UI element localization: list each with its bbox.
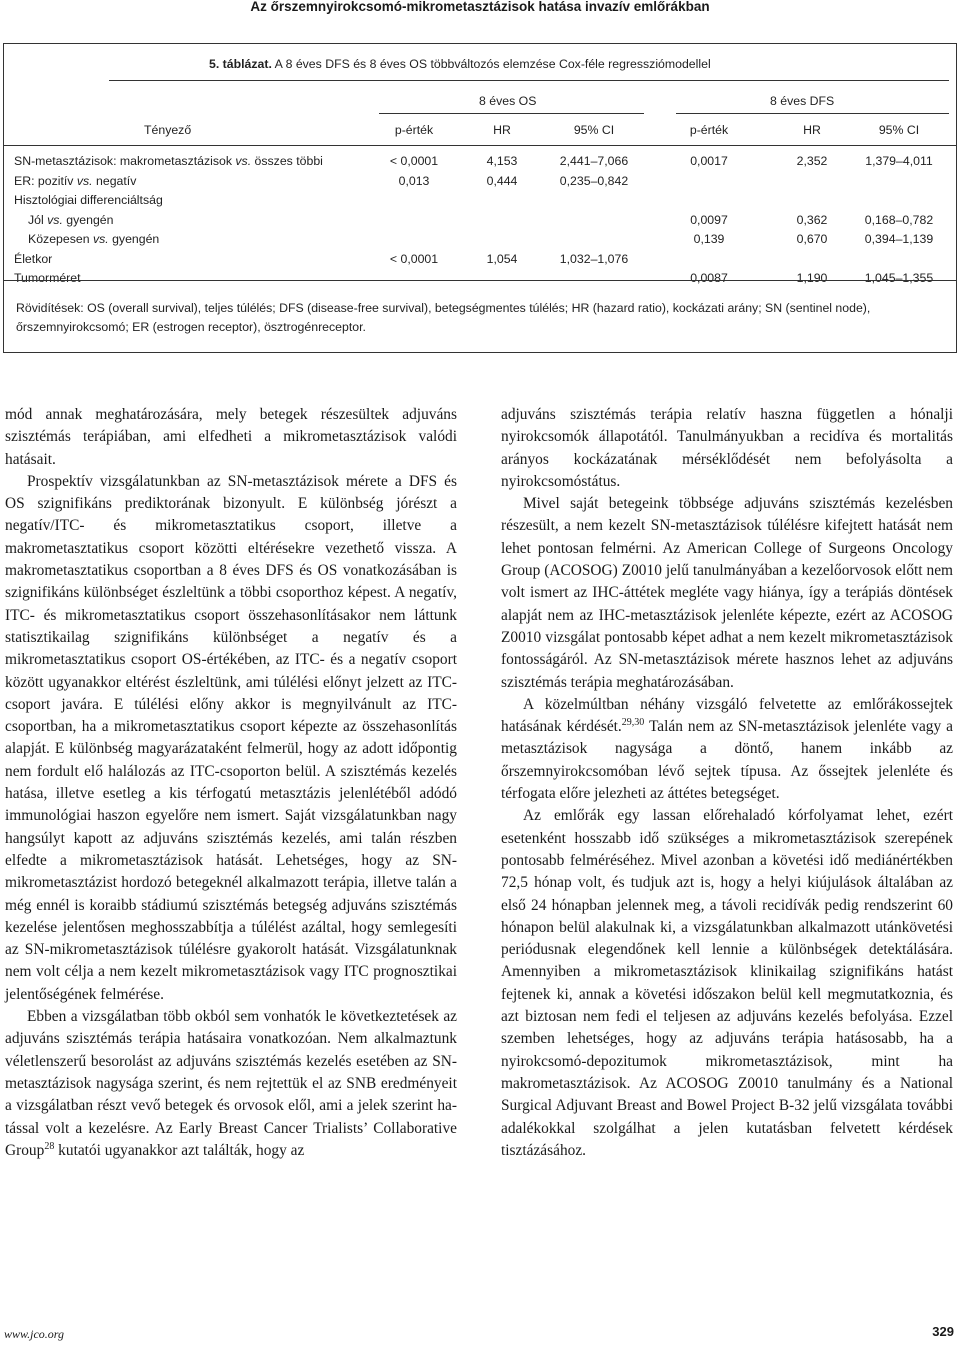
body-paragraph bbox=[501, 694, 953, 805]
table-footnote: Rövidítések: OS (overall survival), teljes túlélés; DFS (disease-free survival), betegségmentes túlélés; HR (hazard ratio), kockázati arány; SN (sentinel node), őrszemnyirokcsomó; ER (estrogen receptor), ösztrogénreceptor. bbox=[16, 301, 871, 334]
factor-text: SN-metasztázisok: makrometasztázisok bbox=[14, 154, 236, 168]
body-paragraph bbox=[5, 404, 457, 471]
table-cell-os-ci: 0,235–0,842 bbox=[559, 173, 629, 188]
dfs-group-rule bbox=[676, 113, 949, 114]
body-paragraph bbox=[5, 471, 457, 1006]
table-row-factor bbox=[14, 153, 323, 169]
table-row-factor bbox=[14, 192, 163, 208]
footer-website: www.jco.org bbox=[4, 1327, 65, 1341]
table-cell-os-hr: 0,444 bbox=[486, 173, 518, 188]
citation-superscript: 28 bbox=[44, 1140, 55, 1152]
column-header-os-ci: 95% CI bbox=[573, 123, 615, 137]
factor-text: ER: pozitív bbox=[14, 173, 77, 188]
column-header-dfs-ci: 95% CI bbox=[878, 123, 920, 137]
factor-text-suffix: gyengén bbox=[108, 232, 160, 246]
column-header-os-p: p-érték bbox=[394, 123, 434, 137]
table-caption bbox=[209, 57, 711, 71]
factor-text: Életkor bbox=[14, 251, 53, 266]
body-column-right bbox=[501, 404, 953, 1162]
factor-vs: vs. bbox=[47, 212, 63, 227]
paragraph-text: Ebben a vizsgálatban több okból sem vonhatók le következtetések az adjuváns szisztémás terápia hatásaira vonatkozóan. Nem alkalmaztunk véletlenszerű besorolást az adjuváns szisztémás kezelés esetében az SN-metasztázisok nagysága szerint, és nem rejtettük el az SNB eredményeit a vizsgálatban részt vevő betegek és orvosok elől, ami a jelek szerint hatással volt a kezelésre. Az Early Breast Cancer Trialists’ Collaborative Group bbox=[5, 1008, 457, 1159]
body-column-left bbox=[5, 404, 457, 1162]
column-header-dfs-p: p-érték bbox=[689, 123, 729, 137]
factor-vs: vs. bbox=[76, 173, 93, 188]
paragraph-text: mód annak meghatározására, mely betegek részesültek adjuváns szisztémás terápiában, ami elfedheti a mikrometasztázisok valódi hatásait. bbox=[5, 406, 457, 468]
paragraph-text: Az emlőrák egy lassan előrehaladó kórfolyamat lehet, ezért esetenként hosszabb idő szükséges a mikrometasztázisok szerepének pontosabb felméréséhez. Mivel azonban a követési idő mediánértékben 72,5 hónap volt, és tudjuk azt is, hogy a helyi kiújulások általában az első 24 hónapban jelennek meg, a távoli recidívák pedig rendszerint 60 hónapon belül alakulnak ki, a vizsgálatunkban alkalmazott utánkövetési periódusnak elegendőnek kell lennie a különbségek detektálására. Amennyiben a mikrometasztázisok klinikailag szignifikáns hatást fejtenek ki, annak a követési időszakon belül kell megmutatkoznia, és azt biztosan nem fedi el teljesen az adjuváns kezelés befolyása. Ezzel szemben lehetséges, hogy az adjuváns terápia hatásosabb, ha a nyirokcsomó-depozitumok mikrometasztázisok, mint ha makrometasztázisok. Az ACOSOG Z0010 tanulmány és a National Surgical Adjuvant Breast and Bowel Project B-32 jelű vizsgálata további adalékokkal szolgálhat a jelen kutatásban felvetett kérdések tisztázásához. bbox=[501, 807, 953, 1159]
group-header-dfs: 8 éves DFS bbox=[770, 94, 835, 108]
factor-vs: vs. bbox=[92, 232, 109, 246]
table-cell-dfs-p: 0,0097 bbox=[690, 212, 728, 227]
page-number: 329 bbox=[932, 1324, 954, 1339]
body-paragraph bbox=[501, 493, 953, 694]
table-cell-os-ci: 1,032–1,076 bbox=[559, 251, 629, 266]
table-row-factor bbox=[28, 212, 113, 228]
results-table bbox=[3, 43, 957, 353]
factor-text-suffix: összes többi bbox=[251, 154, 323, 168]
running-title: Az őrszemnyirokcsomó-mikrometasztázisok hatása invazív emlőrákban bbox=[250, 0, 710, 14]
table-cell-dfs-hr: 0,670 bbox=[796, 232, 828, 246]
caption-rule bbox=[109, 80, 949, 81]
body-paragraph bbox=[5, 1006, 457, 1162]
table-cell-dfs-ci: 0,394–1,139 bbox=[864, 232, 934, 246]
paragraph-text: Prospektív vizsgálatunkban az SN-metasztázisok mérete a DFS és OS szignifikáns prediktorának bizonyult. E különbség jórészt a negatív/ITC- és mikrometasztatikus csoport, illetve a makrometasztatikus csoport közötti eltérésekre vezethető vissza. A makrometasztatikus csoportban a 8 éves DFS és OS vonatkozásában is szignifikáns különbséget észleltünk a többi csoporthoz képest. A negatív, ITC- és mikrometasztatikus csoport összehasonlításakor nem láttunk statisztikailag szignifikáns különbséget a negatív és a mikrometasztatikus csoport OS-értékében, az ITC- és a negatív csoport között ugyanakkor eltérést észleltünk, ami túlélési előnyt jelzett az ITC-csoport javára. E túlélési előny akkor is megnyilvánult az ITC-csoportban, ha a mikrometasztatikus csoport képezte az összehasonlítás alapját. E különbség magyarázataként felmerül, hogy az adott időpontig nem fordult elő halálozás az ITC-csoporton belül. A szisztémás kezelés hatása, illetve esetleg a kis térfogatú metasztázis jelenlétéből adódó immunológiai haszon egyelőre nem ismert. Saját vizsgálatunkban nagy hangsúlyt kapott az adjuváns szisztémás kezelés, ami talán részben elfedte a mikrometasztázisok hatását. Lehetséges, hogy az SN-mikrometasztázist hordozó betegeknél alkalmazott terápia, illetve talán a még ennél is koraibb stádiumú szisztémás betegség adjuváns szisztémás kezelése jelentősen meghosszabbítja a túlélést azáltal, hogy semlegesíti az SN-mikrometasztázisok túlélésre gyakorolt hatását. Vizsgálatunknak nem volt célja a nem kezelt mikrometasztázisok vagy ITC prognosztikai jelentőségének felmérése. bbox=[5, 472, 457, 1003]
table-caption-label: 5. táblázat. bbox=[209, 57, 272, 71]
table-cell-dfs-p: 0,139 bbox=[693, 232, 725, 246]
factor-text-suffix: negatív bbox=[92, 173, 137, 188]
paragraph-text-continued: Talán nem az SN-metasztázisok jelenléte vagy a metasztázisok nagysága a döntő, hanem inkább az őrszemnyirokcsomóban lévő sejtek típusa. Az őssejtek jelenléte és térfogata előre jelezheti az áttétes betegséget. bbox=[501, 718, 953, 803]
factor-text: Jól bbox=[28, 212, 48, 227]
body-paragraph bbox=[501, 805, 953, 1162]
table-cell-dfs-hr: 2,352 bbox=[796, 154, 828, 168]
table-caption-text: A 8 éves DFS és 8 éves OS többváltozós elemzése Cox-féle regressziómodellel bbox=[274, 57, 711, 71]
group-header-os: 8 éves OS bbox=[479, 94, 537, 108]
table-cell-dfs-ci: 1,045–1,355 bbox=[864, 271, 934, 285]
paragraph-text: adjuváns szisztémás terápia relatív haszna független a hónalji nyirokcsomók állapotától. Tanulmányukban a recidíva és mortalitás arányos kockázatának mérséklődését nem befolyásolta a nyirokcsomóstátus. bbox=[501, 406, 953, 490]
paragraph-text: Mivel saját betegeink többsége adjuváns szisztémás kezelésben részesült, a nem kezelt SN-metasztázisok túlélésre kifejtett hatását nem lehet pontosan felmérni. Az American College of Surgeons Oncology Group (ACOSOG) Z0010 jelű tanulmányában a kezelőorvosok előtt nem volt ismert az IHC-áttétek megléte vagy hiánya, így a terápiás döntések alapját nem az IHC-metasztázisok jelenléte képezte, ezért az ACOSOG Z0010 vizsgálat pontosabb képet adhat a nem kezelt mikrometasztázisok fontosságáról. Az SN-metasztázisok mérete hasznos lehet az adjuváns szisztémás terápia meghatározásában. bbox=[501, 495, 953, 691]
body-paragraph bbox=[501, 404, 953, 493]
table-row-factor bbox=[28, 231, 159, 247]
table-cell-os-p: 0,013 bbox=[398, 173, 430, 188]
column-header-dfs-hr: HR bbox=[803, 123, 821, 137]
os-group-rule bbox=[379, 113, 644, 114]
factor-text: Tumorméret bbox=[14, 271, 81, 285]
factor-text: Közepesen bbox=[28, 232, 93, 246]
table-cell-os-hr: 1,054 bbox=[486, 251, 518, 266]
table-row-factor bbox=[14, 251, 52, 267]
factor-text: Hisztológiai differenciáltság bbox=[14, 193, 163, 207]
table-cell-dfs-ci: 1,379–4,011 bbox=[865, 154, 933, 168]
table-cell-dfs-p: 0,0017 bbox=[690, 154, 728, 168]
column-header-os-hr: HR bbox=[493, 123, 511, 137]
table-cell-os-p: < 0,0001 bbox=[389, 154, 439, 168]
header-rule bbox=[4, 145, 956, 146]
table-row-factor bbox=[14, 270, 81, 286]
table-cell-dfs-p: 0,0087 bbox=[690, 271, 728, 285]
paragraph-text-continued: kutatói ugyanakkor azt találták, hogy az bbox=[54, 1141, 305, 1159]
table-cell-os-p: < 0,0001 bbox=[389, 251, 439, 266]
factor-vs: vs. bbox=[235, 154, 252, 168]
citation-superscript: 29,30 bbox=[621, 717, 645, 729]
paragraph-text: A közelmúltban néhány vizsgáló felvetette az emlőrákossejtek hatásának kérdését. bbox=[501, 695, 953, 736]
table-cell-dfs-ci: 0,168–0,782 bbox=[864, 212, 934, 227]
table-cell-dfs-hr: 1,190 bbox=[796, 271, 828, 285]
column-header-factor: Tényező bbox=[144, 123, 192, 137]
table-cell-os-ci: 2,441–7,066 bbox=[559, 154, 629, 168]
factor-text-suffix: gyengén bbox=[62, 212, 114, 227]
table-row-factor bbox=[14, 173, 136, 189]
table-cell-os-hr: 4,153 bbox=[486, 154, 518, 168]
bottom-rule bbox=[4, 280, 956, 281]
table-cell-dfs-hr: 0,362 bbox=[796, 212, 828, 227]
